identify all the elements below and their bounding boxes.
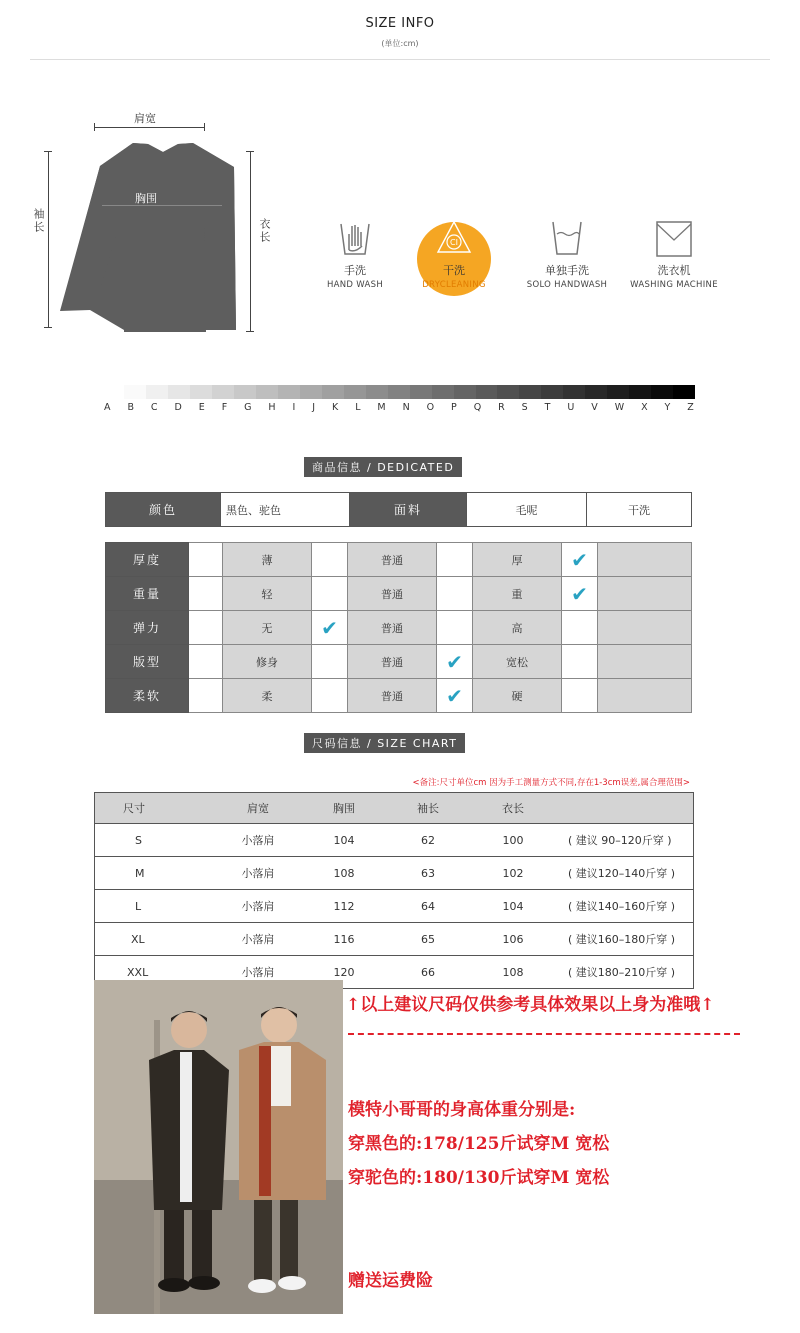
product-info-tag: 商品信息 / DEDICATED (304, 457, 462, 477)
garment-diagram (28, 100, 288, 340)
attribute-filler (598, 679, 692, 713)
washing-machine-icon (654, 216, 694, 258)
shade-letter: K (332, 402, 339, 413)
attribute-filler (598, 543, 692, 577)
size-cell: 112 (304, 890, 384, 923)
shade-letter: N (402, 402, 410, 413)
divider (30, 59, 770, 60)
size-note: <备注:尺寸单位cm 因为手工测量方式不同,存在1-3cm误差,属合理范围> (412, 778, 690, 788)
size-cell: 102 (472, 857, 554, 890)
size-cell: L (95, 890, 213, 923)
shade-swatch (278, 385, 300, 399)
attribute-spacer (189, 645, 223, 679)
shade-swatch (124, 385, 146, 399)
attribute-filler (598, 645, 692, 679)
check-icon: ✔ (571, 581, 588, 606)
shade-letter: F (221, 402, 228, 413)
attribute-option: 重 (473, 577, 562, 611)
shade-swatch (212, 385, 234, 399)
attribute-row (106, 611, 692, 645)
shade-letter: S (521, 402, 528, 413)
attribute-spacer (189, 679, 223, 713)
attribute-option: 轻 (223, 577, 312, 611)
fabric-label: 面料 (350, 493, 467, 527)
shade-letter: H (268, 402, 276, 413)
attribute-row (106, 543, 692, 577)
shade-swatch (190, 385, 212, 399)
shade-letters (104, 402, 694, 413)
care-value: 干洗 (587, 493, 692, 527)
shade-letter: E (198, 402, 205, 413)
size-cell: 104 (472, 890, 554, 923)
size-cell: 64 (384, 890, 472, 923)
shade-letter: L (355, 402, 361, 413)
attribute-check-cell (312, 611, 348, 645)
size-header-cell: 肩宽 (212, 793, 304, 824)
attribute-check-cell (562, 577, 598, 611)
size-header-cell: 袖长 (384, 793, 472, 824)
attribute-check-cell (312, 679, 348, 713)
attribute-option: 厚 (473, 543, 562, 577)
size-cell: 120 (304, 956, 384, 989)
shade-letter: M (377, 402, 386, 413)
attribute-check-cell (562, 645, 598, 679)
attribute-check-cell (437, 645, 473, 679)
attribute-option: 薄 (223, 543, 312, 577)
size-cell: 108 (304, 857, 384, 890)
size-row (95, 857, 694, 890)
attribute-option: 修身 (223, 645, 312, 679)
shade-swatch (388, 385, 410, 399)
size-cell: 小落肩 (212, 890, 304, 923)
shade-swatch (366, 385, 388, 399)
shade-swatch (432, 385, 454, 399)
care-en: WASHING MACHINE (630, 280, 718, 290)
size-cell: ( 建议140–160斤穿 ) (554, 890, 694, 923)
care-cn: 单独手洗 (545, 264, 589, 277)
size-cell: 100 (472, 824, 554, 857)
shade-letter: Q (473, 402, 482, 413)
size-row (95, 923, 694, 956)
shade-letter: X (641, 402, 648, 413)
attribute-option: 硬 (473, 679, 562, 713)
attribute-check-cell (562, 679, 598, 713)
care-cn: 洗衣机 (657, 264, 691, 277)
shipping-insurance: 赠送运费险 (348, 1271, 433, 1291)
attribute-filler (598, 577, 692, 611)
size-cell: XXL (95, 956, 213, 989)
shade-swatch (673, 385, 695, 399)
attribute-option: 无 (223, 611, 312, 645)
sleeve-label: 袖长 (32, 208, 45, 234)
check-icon: ✔ (571, 547, 588, 572)
shade-letter: T (544, 402, 551, 413)
check-icon: ✔ (446, 649, 463, 674)
size-cell: ( 建议 90–120斤穿 ) (554, 824, 694, 857)
solo-handwash-icon (547, 216, 587, 258)
shade-swatch (497, 385, 519, 399)
care-cn: 手洗 (344, 264, 366, 277)
shade-swatch (629, 385, 651, 399)
shade-gradient (124, 385, 695, 399)
attribute-check-cell (562, 543, 598, 577)
attribute-check-cell (312, 577, 348, 611)
attribute-check-cell (437, 679, 473, 713)
shade-letter: C (150, 402, 158, 413)
shoulder-label: 肩宽 (134, 112, 156, 125)
size-table (94, 792, 694, 989)
shade-swatch (168, 385, 190, 399)
attribute-spacer (189, 543, 223, 577)
shade-swatch (234, 385, 256, 399)
attribute-check-cell (562, 611, 598, 645)
shade-letter: G (244, 402, 252, 413)
shade-swatch (256, 385, 278, 399)
size-cell: S (95, 824, 213, 857)
care-cn: 干洗 (443, 264, 465, 277)
size-cell: ( 建议120–140斤穿 ) (554, 857, 694, 890)
care-dry-clean (414, 216, 494, 290)
size-header-cell: 尺寸 (95, 793, 213, 824)
attribute-option: 宽松 (473, 645, 562, 679)
model-black: 穿黑色的:178/125斤试穿M 宽松 (348, 1134, 610, 1154)
shade-swatch (146, 385, 168, 399)
attribute-label: 弹力 (106, 611, 189, 645)
size-cell: 66 (384, 956, 472, 989)
size-header-cell (554, 793, 694, 824)
size-cell: 104 (304, 824, 384, 857)
care-en: DRYCLEANING (422, 280, 486, 290)
color-value: 黑色、驼色 (221, 493, 350, 527)
shade-swatch (563, 385, 585, 399)
length-label: 衣长 (258, 218, 271, 244)
size-cell: 65 (384, 923, 472, 956)
shade-letter: J (312, 402, 316, 413)
hand-wash-icon (335, 216, 375, 258)
attribute-spacer (189, 611, 223, 645)
model-camel: 穿驼色的:180/130斤试穿M 宽松 (348, 1168, 610, 1188)
attribute-label: 厚度 (106, 543, 189, 577)
attribute-filler (598, 611, 692, 645)
shade-letter: U (567, 402, 575, 413)
shade-swatch (651, 385, 673, 399)
attribute-check-cell (437, 577, 473, 611)
size-cell: 63 (384, 857, 472, 890)
size-cell: XL (95, 923, 213, 956)
attribute-option: 高 (473, 611, 562, 645)
product-table (105, 492, 692, 527)
attribute-option: 普通 (348, 543, 437, 577)
size-cell: 108 (472, 956, 554, 989)
attribute-check-cell (437, 543, 473, 577)
check-icon: ✔ (446, 683, 463, 708)
shade-letter: R (498, 402, 505, 413)
attributes-table (105, 542, 692, 713)
shade-swatch (585, 385, 607, 399)
shade-letter: Z (687, 402, 694, 413)
color-label: 颜色 (106, 493, 221, 527)
sweater-silhouette-icon (28, 100, 288, 340)
size-row (95, 824, 694, 857)
care-en: SOLO HANDWASH (526, 280, 608, 290)
size-cell: 小落肩 (212, 824, 304, 857)
shade-swatch (476, 385, 498, 399)
dashed-divider (348, 1033, 740, 1035)
size-cell: 小落肩 (212, 956, 304, 989)
shade-letter: I (292, 402, 296, 413)
care-washing-machine (626, 216, 722, 290)
attribute-row (106, 679, 692, 713)
care-hand-wash (315, 216, 395, 290)
size-chart-tag: 尺码信息 / SIZE CHART (304, 733, 465, 753)
shade-letter: P (451, 402, 457, 413)
attribute-label: 柔软 (106, 679, 189, 713)
attribute-check-cell (312, 645, 348, 679)
size-cell: 106 (472, 923, 554, 956)
fabric-value: 毛呢 (467, 493, 587, 527)
shade-letter: A (104, 402, 111, 413)
model-photo (94, 980, 343, 1314)
attribute-spacer (189, 577, 223, 611)
model-title: 模特小哥哥的身高体重分别是: (348, 1100, 576, 1120)
attribute-label: 版型 (106, 645, 189, 679)
size-cell: 116 (304, 923, 384, 956)
shade-swatch (454, 385, 476, 399)
chest-label: 胸围 (135, 192, 157, 205)
size-cell: ( 建议160–180斤穿 ) (554, 923, 694, 956)
size-cell: M (95, 857, 213, 890)
dry-clean-icon (434, 216, 474, 258)
shade-swatch (410, 385, 432, 399)
shade-swatch (344, 385, 366, 399)
shade-swatch (300, 385, 322, 399)
shade-letter: Y (664, 402, 671, 413)
care-en: HAND WASH (326, 280, 384, 290)
attribute-option: 普通 (348, 645, 437, 679)
size-row (95, 890, 694, 923)
size-header-cell: 胸围 (304, 793, 384, 824)
attribute-check-cell (437, 611, 473, 645)
shade-swatch (541, 385, 563, 399)
page-title: SIZE INFO (365, 16, 435, 31)
attribute-option: 柔 (223, 679, 312, 713)
shade-letter: W (614, 402, 625, 413)
shade-swatch (519, 385, 541, 399)
size-cell: 小落肩 (212, 857, 304, 890)
shade-letter: B (127, 402, 134, 413)
size-header-cell: 衣长 (472, 793, 554, 824)
shade-letter: O (426, 402, 435, 413)
size-cell: ( 建议180–210斤穿 ) (554, 956, 694, 989)
size-header-row (95, 793, 694, 824)
attribute-option: 普通 (348, 611, 437, 645)
care-solo-handwash (522, 216, 612, 290)
attribute-row (106, 645, 692, 679)
size-cell: 62 (384, 824, 472, 857)
shade-letter: D (174, 402, 182, 413)
shade-letter: V (591, 402, 598, 413)
attribute-label: 重量 (106, 577, 189, 611)
attribute-option: 普通 (348, 679, 437, 713)
shade-swatch (607, 385, 629, 399)
attribute-option: 普通 (348, 577, 437, 611)
dry-clean-mark: CI (450, 238, 458, 247)
size-cell: 小落肩 (212, 923, 304, 956)
size-advice: ↑以上建议尺码仅供参考具体效果以上身为准哦↑ (346, 995, 715, 1015)
unit-label: (单位:cm) (381, 39, 419, 48)
model-photo-illustration (94, 980, 343, 1314)
check-icon: ✔ (321, 615, 338, 640)
shade-swatch (322, 385, 344, 399)
attribute-row (106, 577, 692, 611)
attribute-check-cell (312, 543, 348, 577)
